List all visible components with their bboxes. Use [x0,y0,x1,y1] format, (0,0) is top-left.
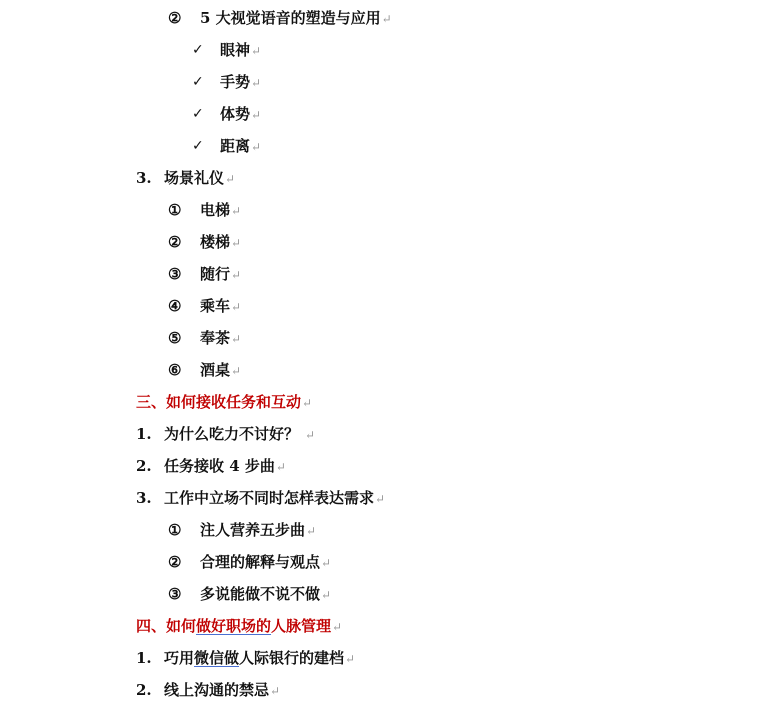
item-text-underlined: 微信做 [194,649,240,667]
paragraph-mark: ↵ [321,588,332,602]
paragraph-mark: ↵ [231,236,242,250]
item-text: 为什么吃力不讨好？ [164,425,300,443]
heading-text-end: 人脉管理 [271,617,332,635]
list-marker: ② [168,553,182,571]
list-marker: ⑤ [168,329,182,347]
list-marker: ① [168,201,182,219]
paragraph-mark: ↵ [321,556,332,570]
list-marker: ② [168,9,182,27]
paragraph-mark: ↵ [251,140,262,154]
item-text: 5 大视觉语音的塑造与应用 [200,9,381,27]
list-marker: ① [168,521,182,539]
section-heading [136,614,342,638]
list-number: 1. [136,425,152,443]
heading-text-underlined: 做好职场的 [196,617,272,635]
paragraph-mark: ↵ [345,652,356,666]
paragraph-mark: ↵ [375,492,386,506]
checkmark-icon: ✓ [192,138,204,154]
paragraph-mark: ↵ [381,12,392,26]
heading-text: 三、如何接收任务和互动 [136,393,302,411]
paragraph-mark: ↵ [332,620,343,634]
item-text: 合理的解释与观点 [200,553,321,571]
list-number: 1. [136,649,152,667]
list-marker: ② [168,233,182,251]
section-heading [136,390,312,414]
list-marker: ④ [168,297,182,315]
paragraph-mark: ↵ [231,268,242,282]
item-text: 工作中立场不同时怎样表达需求 [164,489,375,507]
paragraph-mark: ↵ [306,524,317,538]
item-text: 线上沟通的禁忌 [164,681,270,699]
checkmark-icon: ✓ [192,106,204,122]
item-text: 任务接收 4 步曲 [164,457,275,475]
list-number: 3. [136,489,152,507]
paragraph-mark: ↵ [231,332,242,346]
list-marker: ③ [168,585,182,603]
paragraph-mark: ↵ [251,44,262,58]
heading-text-start: 四、如何 [136,617,197,635]
paragraph-mark: ↵ [270,684,281,698]
paragraph-mark: ↵ [231,364,242,378]
paragraph-mark: ↵ [251,108,262,122]
paragraph-mark: ↵ [251,76,262,90]
item-text-end: 人际银行的建档 [239,649,345,667]
item-text: 奉茶 [200,329,231,347]
item-text: 体势 [220,105,251,123]
list-number: 3. [136,169,152,187]
item-text: 手势 [220,73,251,91]
item-text: 注人营养五步曲 [200,521,306,539]
list-number: 2. [136,681,152,699]
paragraph-mark: ↵ [275,460,286,474]
item-text: 距离 [220,137,251,155]
item-text: 随行 [200,265,231,283]
item-text: 楼梯 [200,233,231,251]
item-text: 电梯 [200,201,231,219]
paragraph-mark: ↵ [302,396,313,410]
item-text: 场景礼仪 [164,169,225,187]
item-text: 眼神 [220,41,251,59]
list-marker: ⑥ [168,361,182,379]
item-text-start: 巧用 [164,649,195,667]
item-text: 乘车 [200,297,231,315]
checkmark-icon: ✓ [192,42,204,58]
paragraph-mark: ↵ [231,204,242,218]
paragraph-mark: ↵ [305,428,316,442]
item-text: 酒桌 [200,361,231,379]
checkmark-icon: ✓ [192,74,204,90]
paragraph-mark: ↵ [231,300,242,314]
list-number: 2. [136,457,152,475]
list-marker: ③ [168,265,182,283]
paragraph-mark: ↵ [225,172,236,186]
item-text: 多说能做不说不做 [200,585,321,603]
